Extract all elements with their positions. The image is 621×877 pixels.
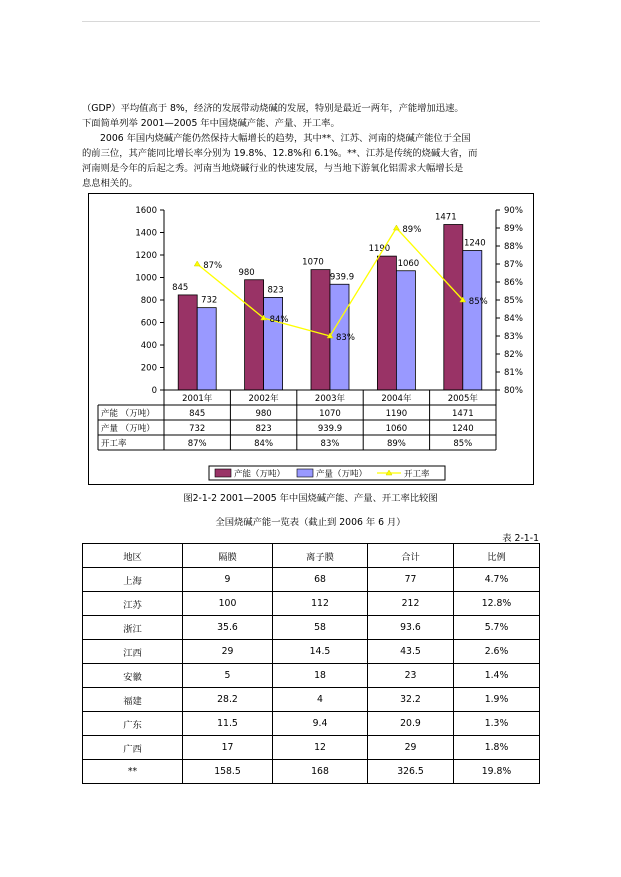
bar-output — [463, 251, 482, 391]
table-cell: 11.5 — [183, 712, 273, 736]
bar-data-label: 980 — [238, 267, 255, 278]
table-row — [83, 688, 540, 712]
bar-capacity — [444, 225, 463, 390]
y2-tick-label: 89% — [504, 224, 523, 234]
y2-tick-label: 80% — [504, 386, 523, 396]
table-cell: 1.9% — [454, 688, 540, 712]
y-tick-label: 0 — [151, 386, 157, 396]
table-header-row — [83, 544, 540, 568]
data-table-cell: 1471 — [451, 409, 474, 419]
data-table-cell: 939.9 — [317, 424, 343, 434]
bar-capacity — [245, 280, 264, 390]
data-table-cell: 1070 — [319, 409, 341, 419]
chart-frame — [88, 193, 534, 485]
table-cell: 浙江 — [83, 616, 183, 640]
table-row — [83, 592, 540, 616]
table-cell: 4.7% — [454, 568, 540, 592]
line-data-label: 85% — [468, 297, 488, 307]
legend-swatch-output — [297, 469, 313, 477]
table-cell: 广西 — [83, 736, 183, 760]
data-table-cell: 83% — [320, 439, 340, 449]
data-table-row-label: 产量 （万吨） — [101, 424, 155, 434]
legend-label-utilization: 开工率 — [404, 469, 430, 480]
y-tick-label: 200 — [140, 363, 157, 374]
x-category-label: 2003年 — [314, 394, 346, 404]
table-title: 全国烧碱产能一览表（截止到 2006 年 6 月） — [215, 517, 406, 528]
bar-data-label: 845 — [172, 282, 189, 293]
y2-tick-label: 82% — [504, 350, 523, 360]
capacity-chart — [89, 194, 533, 484]
y2-tick-label: 81% — [504, 368, 523, 378]
table-cell: 20.9 — [368, 712, 454, 736]
table-cell: 1.4% — [454, 664, 540, 688]
data-table-cell: 732 — [189, 424, 206, 434]
table-cell: 广东 — [83, 712, 183, 736]
line-data-label: 87% — [203, 261, 223, 271]
header-cell: 离子膜 — [273, 544, 368, 568]
line-data-label: 89% — [402, 225, 422, 235]
table-row — [83, 760, 540, 784]
paragraph-line: 河南则是今年的后起之秀。河南当地烧碱行业的快速发展，与当地下游氧化铝需求大幅增长是 — [82, 163, 464, 174]
table-cell: 68 — [273, 568, 368, 592]
figure-caption: 图2-1-2 2001—2005 年中国烧碱产能、产量、开工率比较图 — [183, 493, 438, 504]
header-cell: 地区 — [83, 544, 183, 568]
table-cell: 12 — [273, 736, 368, 760]
table-cell: 326.5 — [368, 760, 454, 784]
bar-output — [197, 308, 216, 390]
y-tick-label: 1200 — [135, 251, 157, 261]
bar-capacity — [311, 270, 330, 390]
legend-swatch-capacity — [215, 469, 231, 477]
data-table-cell: 823 — [255, 424, 272, 434]
table-cell: 28.2 — [183, 688, 273, 712]
bar-data-label: 823 — [267, 285, 284, 296]
table-cell: 5.7% — [454, 616, 540, 640]
bar-data-label: 1240 — [463, 238, 486, 249]
data-table-cell: 1060 — [385, 424, 408, 434]
y2-tick-label: 84% — [504, 314, 523, 324]
y-tick-label: 1600 — [135, 206, 157, 216]
line-data-label: 83% — [336, 333, 355, 343]
paragraph-line: 下面简单列举 2001—2005 年中国烧碱产能、产量、开工率。 — [82, 118, 340, 129]
y-tick-label: 1400 — [135, 228, 157, 239]
table-cell: 江苏 — [83, 592, 183, 616]
data-table-cell: 845 — [189, 409, 206, 419]
table-cell: 9 — [183, 568, 273, 592]
table-cell: 112 — [273, 592, 368, 616]
y2-tick-label: 88% — [504, 242, 523, 252]
table-cell: 77 — [368, 568, 454, 592]
table-cell: 58 — [273, 616, 368, 640]
data-table-cell: 89% — [386, 439, 406, 449]
table-cell: 29 — [368, 736, 454, 760]
header-cell: 合计 — [368, 544, 454, 568]
table-cell: 4 — [273, 688, 368, 712]
paragraph-line: 的前三位，其产能同比增长率分别为 19.8%、12.8%和 6.1%。**、江苏是传统的烧碱大省，而 — [82, 148, 478, 159]
bar-data-label: 939.9 — [329, 272, 355, 283]
table-cell: 212 — [368, 592, 454, 616]
table-cell: 江西 — [83, 640, 183, 664]
table-cell: 18 — [273, 664, 368, 688]
table-row — [83, 568, 540, 592]
data-table-cell: 87% — [187, 439, 207, 449]
y-tick-label: 800 — [140, 296, 157, 306]
paragraph-line: （GDP）平均值高于 8%，经济的发展带动烧碱的发展，特别是最近一两年，产能增加迅速。 — [82, 103, 464, 114]
x-category-label: 2002年 — [248, 394, 279, 404]
x-category-label: 2004年 — [381, 394, 412, 404]
header-cell: 比例 — [454, 544, 540, 568]
table-row — [83, 712, 540, 736]
table-cell: 2.6% — [454, 640, 540, 664]
table-cell: 93.6 — [368, 616, 454, 640]
capacity-table — [82, 543, 540, 784]
table-row — [83, 664, 540, 688]
table-cell: 14.5 — [273, 640, 368, 664]
data-table-row-label: 产能 （万吨） — [101, 409, 155, 419]
table-cell: 23 — [368, 664, 454, 688]
legend-label-capacity: 产能（万吨） — [234, 469, 286, 480]
x-category-label: 2001年 — [182, 394, 213, 404]
table-cell: 29 — [183, 640, 273, 664]
data-table-cell: 85% — [453, 439, 473, 449]
y-tick-label: 600 — [140, 318, 157, 329]
bar-output — [264, 297, 283, 390]
paragraph-line: 2006 年国内烧碱产能仍然保持大幅增长的趋势，其中**、江苏、河南的烧碱产能位于全国 — [100, 133, 471, 144]
data-table-cell: 1240 — [451, 424, 474, 434]
header-cell: 隔膜 — [183, 544, 273, 568]
table-row — [83, 736, 540, 760]
line-data-label: 84% — [269, 315, 289, 325]
legend-label-output: 产量（万吨） — [316, 469, 368, 480]
bar-data-label: 1190 — [368, 244, 391, 255]
bar-data-label: 732 — [201, 295, 218, 306]
bar-output — [396, 271, 415, 390]
header-rule — [82, 21, 540, 22]
paragraph-line: 息息相关的。 — [82, 178, 138, 189]
table-cell: 43.5 — [368, 640, 454, 664]
table-cell: 9.4 — [273, 712, 368, 736]
table-cell: 19.8% — [454, 760, 540, 784]
data-table-row-label: 开工率 — [101, 439, 127, 449]
y2-tick-label: 86% — [504, 278, 523, 288]
bar-data-label: 1070 — [302, 257, 324, 268]
table-cell: 32.2 — [368, 688, 454, 712]
x-category-label: 2005年 — [447, 394, 478, 404]
table-cell: 35.6 — [183, 616, 273, 640]
table-cell: 福建 — [83, 688, 183, 712]
table-cell: 安徽 — [83, 664, 183, 688]
table-row — [83, 616, 540, 640]
table-cell: ** — [83, 760, 183, 784]
y2-tick-label: 85% — [504, 296, 523, 306]
table-number: 表 2-1-1 — [502, 533, 539, 544]
table-cell: 17 — [183, 736, 273, 760]
data-table-cell: 1190 — [385, 409, 408, 419]
table-cell: 上海 — [83, 568, 183, 592]
table-cell: 1.8% — [454, 736, 540, 760]
data-table-cell: 84% — [254, 439, 274, 449]
table-row — [83, 640, 540, 664]
table-cell: 168 — [273, 760, 368, 784]
bar-capacity — [178, 295, 197, 390]
y-tick-label: 400 — [140, 341, 157, 351]
bar-data-label: 1471 — [434, 212, 457, 223]
y2-tick-label: 83% — [504, 332, 523, 342]
y-tick-label: 1000 — [135, 273, 157, 284]
table-cell: 12.8% — [454, 592, 540, 616]
y2-tick-label: 87% — [504, 260, 523, 270]
table-cell: 1.3% — [454, 712, 540, 736]
table-cell: 5 — [183, 664, 273, 688]
y2-tick-label: 90% — [504, 206, 523, 216]
bar-data-label: 1060 — [397, 258, 420, 269]
table-cell: 100 — [183, 592, 273, 616]
table-cell: 158.5 — [183, 760, 273, 784]
data-table-cell: 980 — [255, 409, 272, 419]
bar-capacity — [377, 256, 396, 390]
